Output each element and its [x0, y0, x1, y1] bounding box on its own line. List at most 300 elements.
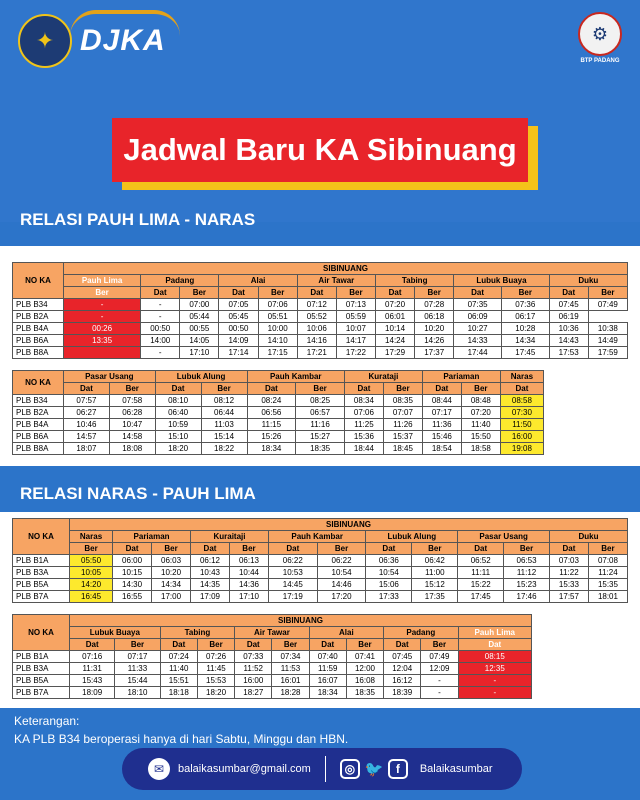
time-cell: 12:00	[346, 663, 383, 675]
time-cell: 18:01	[588, 591, 627, 603]
time-cell: 14:49	[588, 335, 627, 347]
time-cell: 14:17	[336, 335, 375, 347]
time-cell: 18:20	[155, 443, 201, 455]
train-number: PLB B4A	[13, 323, 64, 335]
time-cell: -	[141, 299, 180, 311]
station-header: Duku	[549, 275, 627, 287]
twitter-icon[interactable]: 🐦	[364, 761, 384, 778]
train-number: PLB B7A	[13, 591, 70, 603]
time-cell: 15:53	[197, 675, 234, 687]
sub-header: Ber	[70, 543, 113, 555]
train-number: PLB B34	[13, 395, 64, 407]
time-cell: 14:34	[152, 579, 191, 591]
time-cell: 07:20	[376, 299, 415, 311]
social-handle[interactable]: Balaikasumbar	[419, 763, 493, 775]
schedule-table-2a	[12, 518, 628, 603]
time-cell: 18:35	[346, 687, 383, 699]
time-cell: 14:35	[191, 579, 230, 591]
time-cell: 11:24	[588, 567, 627, 579]
footer-divider	[325, 756, 326, 782]
sub-header: Ber	[317, 543, 366, 555]
time-cell: 15:26	[247, 431, 296, 443]
time-cell: 10:20	[415, 323, 454, 335]
time-cell: 10:14	[376, 323, 415, 335]
time-cell: 14:33	[454, 335, 502, 347]
table-row	[13, 323, 628, 335]
time-cell: 11:00	[412, 567, 458, 579]
time-cell: 14:58	[109, 431, 155, 443]
time-cell: 07:17	[115, 651, 160, 663]
sub-header: Ber	[229, 543, 268, 555]
table-row	[13, 419, 544, 431]
time-cell: 18:39	[384, 687, 421, 699]
time-cell: 16:55	[113, 591, 152, 603]
station-header: Naras	[70, 531, 113, 543]
time-cell: 15:51	[160, 675, 197, 687]
time-cell: 07:57	[64, 395, 110, 407]
station-header: Lubuk Alung	[155, 371, 247, 383]
sub-header: Dat	[384, 639, 421, 651]
time-cell: -	[141, 311, 180, 323]
time-cell: 07:30	[500, 407, 543, 419]
table-row	[13, 687, 532, 699]
sub-header: Ber	[588, 287, 627, 299]
time-cell: 17:19	[268, 591, 317, 603]
station-header: Duku	[549, 531, 627, 543]
time-cell: 07:34	[272, 651, 309, 663]
time-cell: 10:20	[152, 567, 191, 579]
time-cell: 10:00	[258, 323, 297, 335]
time-cell: 06:18	[415, 311, 454, 323]
time-cell: 11:25	[344, 419, 383, 431]
table-row	[13, 311, 628, 323]
time-cell: 10:05	[70, 567, 113, 579]
notes-label: Keterangan:	[14, 714, 80, 728]
time-cell: 18:28	[272, 687, 309, 699]
time-cell: 06:17	[501, 311, 549, 323]
sub-header: Dat	[141, 287, 180, 299]
section-heading-1: RELASI PAUH LIMA - NARAS	[20, 210, 256, 229]
time-cell: 18:34	[309, 687, 346, 699]
time-cell: 07:12	[297, 299, 336, 311]
time-cell: 10:36	[549, 323, 588, 335]
time-cell: 11:33	[115, 663, 160, 675]
time-cell: 14:00	[141, 335, 180, 347]
time-cell: 14:30	[113, 579, 152, 591]
sub-header: Ber	[201, 383, 247, 395]
table-row	[13, 591, 628, 603]
contact-footer	[122, 748, 522, 790]
time-cell: 17:59	[588, 347, 627, 359]
time-cell: 06:03	[152, 555, 191, 567]
time-cell: 05:45	[219, 311, 258, 323]
sub-header: Dat	[454, 287, 502, 299]
sub-header: Dat	[297, 287, 336, 299]
section-heading-2: RELASI NARAS - PAUH LIMA	[20, 484, 256, 503]
train-number: PLB B2A	[13, 311, 64, 323]
time-cell: 11:22	[549, 567, 588, 579]
time-cell: 07:07	[383, 407, 422, 419]
time-cell: 17:57	[549, 591, 588, 603]
time-cell: 11:45	[197, 663, 234, 675]
time-cell: 18:34	[247, 443, 296, 455]
time-cell: 18:45	[383, 443, 422, 455]
time-cell: 07:16	[70, 651, 115, 663]
time-cell: 16:00	[235, 675, 272, 687]
time-cell: 07:24	[160, 651, 197, 663]
schedule-table-1b	[12, 370, 544, 455]
time-cell: 17:14	[219, 347, 258, 359]
time-cell: 06:09	[454, 311, 502, 323]
table-row	[13, 663, 532, 675]
sub-header: Dat	[500, 383, 543, 395]
sub-header: Dat	[247, 383, 296, 395]
train-number: PLB B7A	[13, 687, 70, 699]
station-header: Alai	[219, 275, 297, 287]
time-cell: -	[64, 299, 141, 311]
time-cell: 07:00	[180, 299, 219, 311]
time-cell: 19:08	[500, 443, 543, 455]
time-cell: 06:13	[229, 555, 268, 567]
time-cell: 15:37	[383, 431, 422, 443]
time-cell: 07:08	[588, 555, 627, 567]
station-header: Pauh Lima	[458, 627, 531, 639]
train-number: PLB B3A	[13, 663, 70, 675]
time-cell: 06:19	[549, 311, 588, 323]
time-cell: 16:08	[346, 675, 383, 687]
time-cell: 18:58	[461, 443, 500, 455]
time-cell: 14:09	[219, 335, 258, 347]
station-header: Lubuk Alung	[366, 531, 458, 543]
table-row	[13, 651, 532, 663]
time-cell: 11:15	[247, 419, 296, 431]
sub-header: Dat	[344, 383, 383, 395]
sub-header: Dat	[70, 639, 115, 651]
time-cell: 06:44	[201, 407, 247, 419]
instagram-icon[interactable]: ◎	[340, 759, 360, 779]
time-cell: 05:52	[297, 311, 336, 323]
station-header: Pasar Usang	[64, 371, 156, 383]
time-cell: -	[421, 675, 458, 687]
time-cell: 10:27	[454, 323, 502, 335]
table-row	[13, 443, 544, 455]
train-number: PLB B2A	[13, 407, 64, 419]
group-header: SIBINUANG	[64, 263, 628, 275]
no-ka-header: NO KA	[13, 519, 70, 555]
notes	[14, 712, 348, 748]
time-cell: 15:36	[344, 431, 383, 443]
time-cell: 14:05	[180, 335, 219, 347]
time-cell: 06:12	[191, 555, 230, 567]
time-cell: 08:10	[155, 395, 201, 407]
station-header: Pauh Lima	[64, 275, 141, 287]
table-row	[13, 579, 628, 591]
time-cell: 07:35	[454, 299, 502, 311]
time-cell: 10:07	[336, 323, 375, 335]
sub-header: Dat	[160, 639, 197, 651]
train-number: PLB B6A	[13, 431, 64, 443]
group-header: SIBINUANG	[70, 519, 628, 531]
time-cell: 00:50	[219, 323, 258, 335]
station-header: Kuraitaji	[191, 531, 269, 543]
swoosh-decoration	[70, 10, 180, 36]
time-cell: 07:06	[258, 299, 297, 311]
time-cell: 17:22	[336, 347, 375, 359]
time-cell: 15:22	[458, 579, 504, 591]
time-cell: 10:59	[155, 419, 201, 431]
time-cell: 17:09	[191, 591, 230, 603]
time-cell: 11:53	[272, 663, 309, 675]
time-cell: 12:09	[421, 663, 458, 675]
time-cell: 06:27	[64, 407, 110, 419]
station-header: Air Tawar	[235, 627, 309, 639]
time-cell: 18:44	[344, 443, 383, 455]
time-cell: 05:50	[70, 555, 113, 567]
time-cell: 17:45	[501, 347, 549, 359]
table-row	[13, 675, 532, 687]
sub-header: Ber	[412, 543, 458, 555]
time-cell: 15:14	[201, 431, 247, 443]
time-cell: 07:36	[501, 299, 549, 311]
sub-header: Ber	[346, 639, 383, 651]
time-cell: 15:06	[366, 579, 412, 591]
time-cell: 06:52	[458, 555, 504, 567]
time-cell: 10:46	[64, 419, 110, 431]
time-cell: 15:33	[549, 579, 588, 591]
group-header: SIBINUANG	[70, 615, 532, 627]
train-number: PLB B8A	[13, 347, 64, 359]
schedule-table-1a	[12, 262, 628, 359]
time-cell: -	[141, 347, 180, 359]
sub-header: Dat	[549, 287, 588, 299]
time-cell: 11:12	[504, 567, 550, 579]
time-cell: 18:07	[64, 443, 110, 455]
time-cell: 10:53	[268, 567, 317, 579]
time-cell: 10:43	[191, 567, 230, 579]
time-cell: 10:06	[297, 323, 336, 335]
email-link[interactable]: balaikasumbar@gmail.com	[178, 763, 311, 775]
time-cell: 10:38	[588, 323, 627, 335]
station-header: Padang	[384, 627, 458, 639]
time-cell: 15:12	[412, 579, 458, 591]
time-cell: 08:25	[296, 395, 345, 407]
time-cell: -	[458, 675, 531, 687]
time-cell: 07:33	[235, 651, 272, 663]
station-header: Air Tawar	[297, 275, 375, 287]
time-cell: 10:44	[229, 567, 268, 579]
time-cell: 17:21	[297, 347, 336, 359]
time-cell: 07:49	[421, 651, 458, 663]
sub-header: Ber	[115, 639, 160, 651]
sub-header: Ber	[504, 543, 550, 555]
time-cell: 14:24	[376, 335, 415, 347]
time-cell: 00:55	[180, 323, 219, 335]
table-row	[13, 347, 628, 359]
time-cell: 11:31	[70, 663, 115, 675]
station-header: Pauh Kambar	[268, 531, 365, 543]
time-cell: 07:26	[197, 651, 234, 663]
station-header: Pauh Kambar	[247, 371, 344, 383]
btp-emblem-icon: ⚙	[578, 12, 622, 56]
time-cell: 17:44	[454, 347, 502, 359]
sub-header: Ber	[296, 383, 345, 395]
time-cell: 16:01	[272, 675, 309, 687]
time-cell: 14:34	[501, 335, 549, 347]
table-row	[13, 335, 628, 347]
time-cell: 17:10	[180, 347, 219, 359]
time-cell: 07:06	[344, 407, 383, 419]
time-cell: 15:46	[422, 431, 461, 443]
sub-header: Dat	[219, 287, 258, 299]
sub-header: Dat	[458, 543, 504, 555]
time-cell: 05:44	[180, 311, 219, 323]
sub-header: Dat	[549, 543, 588, 555]
time-cell: 18:18	[160, 687, 197, 699]
time-cell: 08:12	[201, 395, 247, 407]
time-cell: 17:29	[376, 347, 415, 359]
time-cell: 16:12	[384, 675, 421, 687]
time-cell: 14:57	[64, 431, 110, 443]
station-header: Tabing	[376, 275, 454, 287]
sub-header: Ber	[501, 287, 549, 299]
time-cell: 06:00	[113, 555, 152, 567]
btp-label: BTP PADANG	[580, 58, 620, 64]
station-header: Kurataji	[344, 371, 422, 383]
time-cell: 17:20	[317, 591, 366, 603]
station-header: Lubuk Buaya	[454, 275, 549, 287]
no-ka-header: NO KA	[13, 263, 64, 299]
table-row	[13, 431, 544, 443]
table-row	[13, 567, 628, 579]
sub-header: Ber	[336, 287, 375, 299]
time-cell: -	[458, 687, 531, 699]
station-header: Alai	[309, 627, 383, 639]
train-number: PLB B3A	[13, 567, 70, 579]
sub-header: Ber	[461, 383, 500, 395]
facebook-icon[interactable]: f	[388, 759, 408, 779]
no-ka-header: NO KA	[13, 615, 70, 651]
time-cell: 07:28	[415, 299, 454, 311]
time-cell: 05:59	[336, 311, 375, 323]
schedule-table-2b	[12, 614, 532, 699]
time-cell: 18:10	[115, 687, 160, 699]
time-cell: 08:44	[422, 395, 461, 407]
time-cell	[64, 347, 141, 359]
sub-header: Ber	[588, 543, 627, 555]
sub-header: Dat	[191, 543, 230, 555]
time-cell: 11:16	[296, 419, 345, 431]
time-cell: 18:20	[197, 687, 234, 699]
train-number: PLB B34	[13, 299, 64, 311]
train-number: PLB B6A	[13, 335, 64, 347]
table-row	[13, 299, 628, 311]
sub-header: Dat	[155, 383, 201, 395]
time-cell: 11:50	[500, 419, 543, 431]
train-number: PLB B5A	[13, 579, 70, 591]
time-cell: 13:35	[64, 335, 141, 347]
station-header: Pasar Usang	[458, 531, 550, 543]
time-cell: 06:22	[268, 555, 317, 567]
time-cell: 17:15	[258, 347, 297, 359]
time-cell: 15:44	[115, 675, 160, 687]
time-cell: 17:46	[504, 591, 550, 603]
sub-header: Dat	[309, 639, 346, 651]
time-cell: 15:43	[70, 675, 115, 687]
time-cell: 08:24	[247, 395, 296, 407]
time-cell: 18:09	[70, 687, 115, 699]
time-cell: 15:35	[588, 579, 627, 591]
sub-header: Dat	[376, 287, 415, 299]
sub-header: Dat	[422, 383, 461, 395]
time-cell: 18:54	[422, 443, 461, 455]
time-cell: 17:33	[366, 591, 412, 603]
train-number: PLB B4A	[13, 419, 64, 431]
time-cell: 07:45	[549, 299, 588, 311]
time-cell: 06:01	[376, 311, 415, 323]
time-cell: 10:28	[501, 323, 549, 335]
time-cell: 06:36	[366, 555, 412, 567]
time-cell: 11:03	[201, 419, 247, 431]
time-cell: -	[421, 687, 458, 699]
sub-header: Ber	[272, 639, 309, 651]
time-cell: 11:40	[461, 419, 500, 431]
sub-header: Dat	[64, 383, 110, 395]
time-cell: 14:20	[70, 579, 113, 591]
btp-logo	[572, 12, 628, 64]
time-cell: 17:53	[549, 347, 588, 359]
time-cell: 18:35	[296, 443, 345, 455]
train-number: PLB B8A	[13, 443, 64, 455]
time-cell: 00:50	[141, 323, 180, 335]
sub-header: Ber	[415, 287, 454, 299]
time-cell: 17:35	[412, 591, 458, 603]
time-cell: 07:41	[346, 651, 383, 663]
mail-icon: ✉	[148, 758, 170, 780]
time-cell: 11:52	[235, 663, 272, 675]
time-cell: 10:54	[317, 567, 366, 579]
station-header: Lubuk Buaya	[70, 627, 161, 639]
brand-text: DJKA	[80, 24, 166, 57]
page-title: Jadwal Baru KA Sibinuang	[123, 132, 517, 167]
time-cell: 16:07	[309, 675, 346, 687]
time-cell: 15:50	[461, 431, 500, 443]
time-cell: 07:17	[422, 407, 461, 419]
time-cell: 18:27	[235, 687, 272, 699]
time-cell: 06:28	[109, 407, 155, 419]
time-cell: 11:26	[383, 419, 422, 431]
time-cell: 06:53	[504, 555, 550, 567]
time-cell: 11:11	[458, 567, 504, 579]
no-ka-header: NO KA	[13, 371, 64, 395]
table-row	[13, 407, 544, 419]
time-cell: 14:45	[268, 579, 317, 591]
time-cell: 06:57	[296, 407, 345, 419]
time-cell: 10:15	[113, 567, 152, 579]
train-number: PLB B1A	[13, 555, 70, 567]
sub-header: Ber	[152, 543, 191, 555]
time-cell: 07:05	[219, 299, 258, 311]
ministry-emblem-icon: ✦	[18, 14, 72, 68]
sub-header: Ber	[421, 639, 458, 651]
station-header: Pariaman	[422, 371, 500, 383]
time-cell: 15:23	[504, 579, 550, 591]
time-cell: 17:45	[458, 591, 504, 603]
table-row	[13, 395, 544, 407]
sub-header: Dat	[458, 639, 531, 651]
time-cell: 17:00	[152, 591, 191, 603]
time-cell: 15:27	[296, 431, 345, 443]
time-cell: 15:10	[155, 431, 201, 443]
